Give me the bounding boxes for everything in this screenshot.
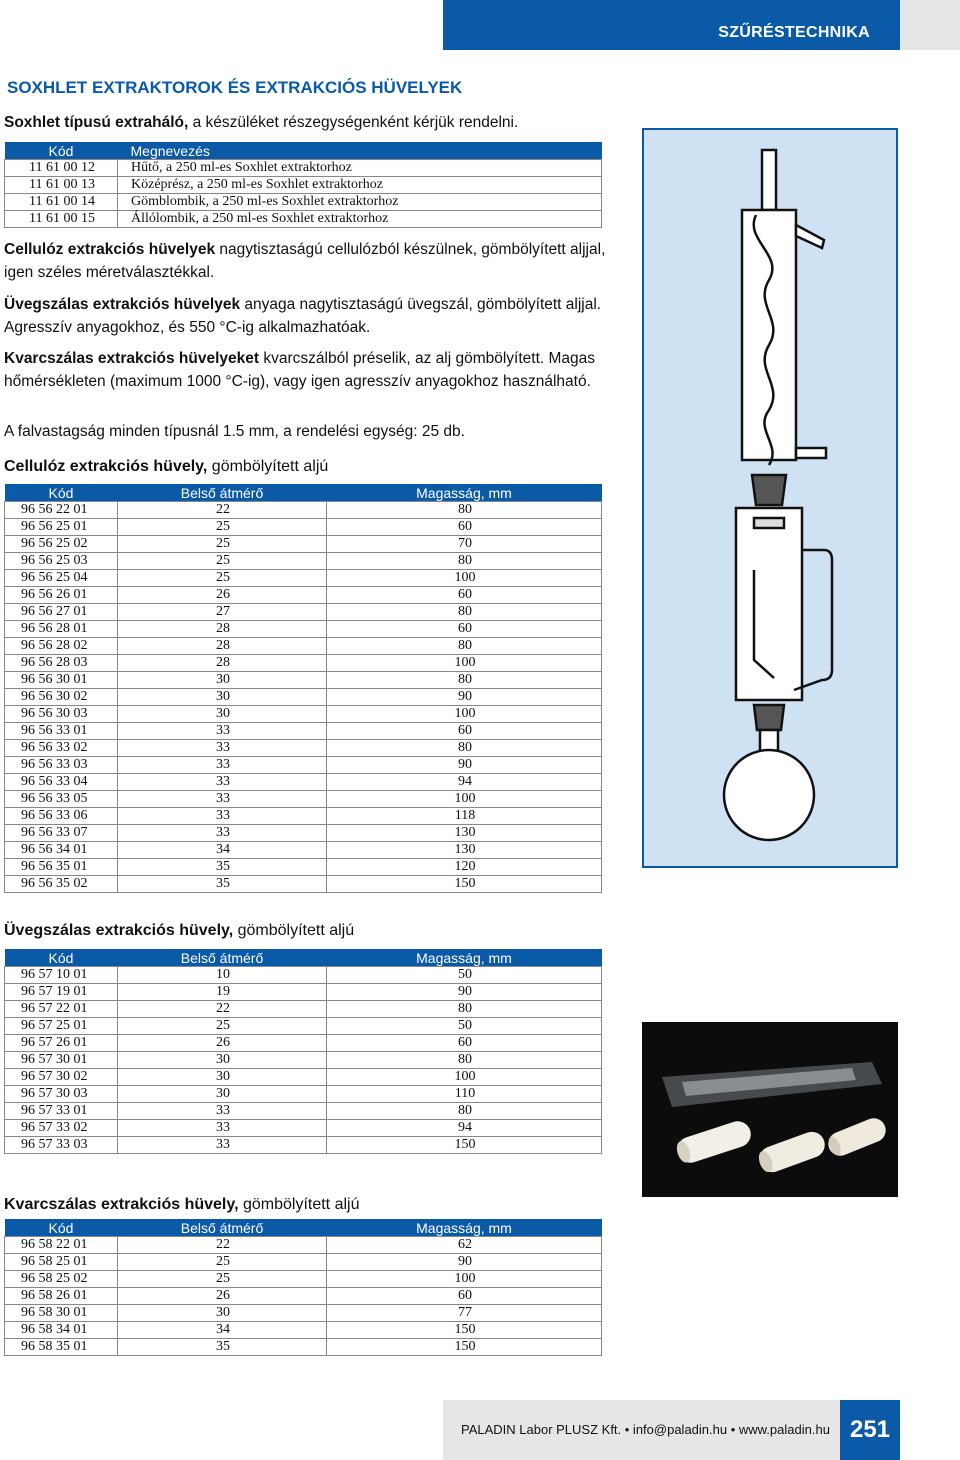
cellulose-table bbox=[4, 484, 602, 893]
height-cell: 150 bbox=[327, 876, 602, 893]
height-cell: 80 bbox=[327, 502, 602, 519]
diameter-cell: 30 bbox=[118, 672, 327, 689]
diameter-cell: 25 bbox=[118, 519, 327, 536]
table-row bbox=[5, 842, 602, 859]
table-row bbox=[5, 1052, 602, 1069]
diameter-cell: 22 bbox=[118, 502, 327, 519]
code-cell: 96 57 33 01 bbox=[5, 1103, 118, 1120]
p3-rest: kvarcszálból préselik, az alj gömbölyített. Magas hőmérsékleten (maximum 1000 °C-ig), vagy igen agresszív anyagokhoz használható. bbox=[4, 350, 596, 390]
height-cell: 94 bbox=[327, 1120, 602, 1137]
code-cell: 96 57 33 02 bbox=[5, 1120, 118, 1137]
diameter-cell: 33 bbox=[118, 723, 327, 740]
height-cell: 110 bbox=[327, 1086, 602, 1103]
height-cell: 50 bbox=[327, 967, 602, 984]
diameter-cell: 22 bbox=[118, 1237, 327, 1254]
cellulose-heading-bold: Cellulóz extrakciós hüvely, bbox=[4, 458, 208, 475]
paragraph-quartz bbox=[4, 347, 614, 393]
height-cell: 70 bbox=[327, 536, 602, 553]
code-cell: 96 56 28 02 bbox=[5, 638, 118, 655]
code-cell: 96 57 25 01 bbox=[5, 1018, 118, 1035]
diameter-cell: 30 bbox=[118, 1305, 327, 1322]
table-row bbox=[5, 791, 602, 808]
table-row bbox=[5, 519, 602, 536]
col-header-diameter: Belső átmérő bbox=[118, 484, 327, 502]
table-row bbox=[5, 757, 602, 774]
code-cell: 11 61 00 15 bbox=[5, 211, 118, 228]
table-row bbox=[5, 1237, 602, 1254]
code-cell: 11 61 00 12 bbox=[5, 160, 118, 177]
p1-bold: Cellulóz extrakciós hüvelyek bbox=[4, 241, 216, 258]
diameter-cell: 33 bbox=[118, 740, 327, 757]
table-row bbox=[5, 1001, 602, 1018]
code-cell: 96 56 25 03 bbox=[5, 553, 118, 570]
diameter-cell: 33 bbox=[118, 774, 327, 791]
diameter-cell: 10 bbox=[118, 967, 327, 984]
table-row bbox=[5, 1086, 602, 1103]
p2-bold: Üvegszálas extrakciós hüvelyek bbox=[4, 296, 241, 313]
height-cell: 90 bbox=[327, 1254, 602, 1271]
glassfiber-table bbox=[4, 949, 602, 1154]
code-cell: 96 58 26 01 bbox=[5, 1288, 118, 1305]
diameter-cell: 26 bbox=[118, 1035, 327, 1052]
cellulose-heading-rest: gömbölyített aljú bbox=[207, 458, 329, 475]
paragraph-glassfiber bbox=[4, 293, 614, 339]
diameter-cell: 25 bbox=[118, 1254, 327, 1271]
height-cell: 60 bbox=[327, 1035, 602, 1052]
diameter-cell: 28 bbox=[118, 621, 327, 638]
height-cell: 60 bbox=[327, 1288, 602, 1305]
glassfiber-heading-bold: Üvegszálas extrakciós hüvely, bbox=[4, 922, 234, 939]
col-header-code: Kód bbox=[5, 142, 118, 160]
code-cell: 96 58 30 01 bbox=[5, 1305, 118, 1322]
height-cell: 60 bbox=[327, 621, 602, 638]
height-cell: 50 bbox=[327, 1018, 602, 1035]
header-bar bbox=[443, 0, 900, 50]
diameter-cell: 25 bbox=[118, 1018, 327, 1035]
paragraph-wall: A falvastagság minden típusnál 1.5 mm, a rendelési egység: 25 db. bbox=[4, 423, 465, 440]
table-row bbox=[5, 1271, 602, 1288]
code-cell: 96 56 25 02 bbox=[5, 536, 118, 553]
table-row bbox=[5, 1103, 602, 1120]
table-row bbox=[5, 672, 602, 689]
table-row bbox=[5, 587, 602, 604]
name-cell: Hűtő, a 250 ml-es Soxhlet extraktorhoz bbox=[118, 160, 602, 177]
table-row bbox=[5, 177, 602, 194]
diameter-cell: 33 bbox=[118, 1120, 327, 1137]
table-row bbox=[5, 194, 602, 211]
table-row bbox=[5, 1339, 602, 1356]
diameter-cell: 30 bbox=[118, 706, 327, 723]
height-cell: 80 bbox=[327, 553, 602, 570]
diameter-cell: 33 bbox=[118, 791, 327, 808]
height-cell: 100 bbox=[327, 791, 602, 808]
height-cell: 60 bbox=[327, 723, 602, 740]
col-header-code: Kód bbox=[5, 1219, 118, 1237]
code-cell: 96 57 33 03 bbox=[5, 1137, 118, 1154]
code-cell: 96 56 33 03 bbox=[5, 757, 118, 774]
quartz-heading bbox=[4, 1196, 359, 1214]
code-cell: 96 56 33 01 bbox=[5, 723, 118, 740]
col-header-diameter: Belső átmérő bbox=[118, 1219, 327, 1237]
diameter-cell: 26 bbox=[118, 587, 327, 604]
code-cell: 96 58 25 01 bbox=[5, 1254, 118, 1271]
diameter-cell: 35 bbox=[118, 1339, 327, 1356]
diameter-cell: 22 bbox=[118, 1001, 327, 1018]
diameter-cell: 25 bbox=[118, 553, 327, 570]
height-cell: 80 bbox=[327, 638, 602, 655]
code-cell: 96 56 22 01 bbox=[5, 502, 118, 519]
height-cell: 80 bbox=[327, 672, 602, 689]
code-cell: 96 57 22 01 bbox=[5, 1001, 118, 1018]
height-cell: 80 bbox=[327, 1001, 602, 1018]
table-row bbox=[5, 876, 602, 893]
height-cell: 100 bbox=[327, 655, 602, 672]
height-cell: 90 bbox=[327, 689, 602, 706]
diameter-cell: 19 bbox=[118, 984, 327, 1001]
diameter-cell: 30 bbox=[118, 689, 327, 706]
table-row bbox=[5, 774, 602, 791]
code-cell: 96 56 27 01 bbox=[5, 604, 118, 621]
code-cell: 96 56 33 06 bbox=[5, 808, 118, 825]
diameter-cell: 27 bbox=[118, 604, 327, 621]
col-header-code: Kód bbox=[5, 949, 118, 967]
name-cell: Gömblombik, a 250 ml-es Soxhlet extraktorhoz bbox=[118, 194, 602, 211]
diameter-cell: 30 bbox=[118, 1069, 327, 1086]
table-row bbox=[5, 967, 602, 984]
col-header-diameter: Belső átmérő bbox=[118, 949, 327, 967]
paragraph-cellulose bbox=[4, 238, 614, 284]
table-row bbox=[5, 160, 602, 177]
code-cell: 96 56 30 02 bbox=[5, 689, 118, 706]
table-row bbox=[5, 723, 602, 740]
p3-bold: Kvarcszálas extrakciós hüvelyeket bbox=[4, 350, 260, 367]
diameter-cell: 35 bbox=[118, 859, 327, 876]
code-cell: 96 56 35 02 bbox=[5, 876, 118, 893]
height-cell: 90 bbox=[327, 984, 602, 1001]
table-row bbox=[5, 1288, 602, 1305]
height-cell: 130 bbox=[327, 825, 602, 842]
diameter-cell: 30 bbox=[118, 1052, 327, 1069]
height-cell: 150 bbox=[327, 1339, 602, 1356]
code-cell: 96 56 30 03 bbox=[5, 706, 118, 723]
code-cell: 96 56 33 07 bbox=[5, 825, 118, 842]
height-cell: 118 bbox=[327, 808, 602, 825]
height-cell: 80 bbox=[327, 1103, 602, 1120]
code-cell: 96 58 35 01 bbox=[5, 1339, 118, 1356]
height-cell: 62 bbox=[327, 1237, 602, 1254]
height-cell: 120 bbox=[327, 859, 602, 876]
height-cell: 77 bbox=[327, 1305, 602, 1322]
code-cell: 96 58 22 01 bbox=[5, 1237, 118, 1254]
height-cell: 150 bbox=[327, 1322, 602, 1339]
table-row bbox=[5, 211, 602, 228]
glassfiber-heading-rest: gömbölyített aljú bbox=[233, 922, 355, 939]
table-row bbox=[5, 1069, 602, 1086]
intro-bold: Soxhlet típusú extraháló, bbox=[4, 114, 189, 131]
diameter-cell: 33 bbox=[118, 1137, 327, 1154]
footer-contact: PALADIN Labor PLUSZ Kft. • info@paladin.hu • www.paladin.hu bbox=[461, 1422, 830, 1437]
diameter-cell: 28 bbox=[118, 638, 327, 655]
code-cell: 96 56 33 04 bbox=[5, 774, 118, 791]
col-header-height: Magasság, mm bbox=[327, 1219, 602, 1237]
soxhlet-table bbox=[4, 142, 602, 228]
table-row bbox=[5, 1035, 602, 1052]
height-cell: 100 bbox=[327, 1069, 602, 1086]
name-cell: Középrész, a 250 ml-es Soxhlet extraktorhoz bbox=[118, 177, 602, 194]
table-row bbox=[5, 1120, 602, 1137]
col-header-height: Magasság, mm bbox=[327, 484, 602, 502]
height-cell: 100 bbox=[327, 570, 602, 587]
diameter-cell: 33 bbox=[118, 808, 327, 825]
cellulose-heading bbox=[4, 458, 328, 476]
col-header-name: Megnevezés bbox=[118, 142, 602, 160]
footer-bar bbox=[443, 1400, 840, 1460]
table-row bbox=[5, 553, 602, 570]
code-cell: 96 56 25 01 bbox=[5, 519, 118, 536]
diameter-cell: 25 bbox=[118, 570, 327, 587]
col-header-height: Magasság, mm bbox=[327, 949, 602, 967]
code-cell: 96 56 33 02 bbox=[5, 740, 118, 757]
code-cell: 11 61 00 13 bbox=[5, 177, 118, 194]
diameter-cell: 33 bbox=[118, 757, 327, 774]
thimbles-photo bbox=[642, 1022, 898, 1197]
diameter-cell: 30 bbox=[118, 1086, 327, 1103]
height-cell: 80 bbox=[327, 740, 602, 757]
soxhlet-illustration bbox=[642, 128, 898, 868]
page-number: 251 bbox=[840, 1400, 900, 1460]
table-row bbox=[5, 859, 602, 876]
diameter-cell: 33 bbox=[118, 825, 327, 842]
intro-rest: a készüléket részegységenként kérjük rendelni. bbox=[188, 114, 519, 131]
table-row bbox=[5, 740, 602, 757]
table-row bbox=[5, 1018, 602, 1035]
height-cell: 60 bbox=[327, 519, 602, 536]
code-cell: 96 57 30 01 bbox=[5, 1052, 118, 1069]
diameter-cell: 26 bbox=[118, 1288, 327, 1305]
name-cell: Állólombik, a 250 ml-es Soxhlet extraktorhoz bbox=[118, 211, 602, 228]
code-cell: 96 56 28 03 bbox=[5, 655, 118, 672]
code-cell: 96 56 25 04 bbox=[5, 570, 118, 587]
p1-rest: nagytisztaságú cellulózból készülnek, gömbölyített aljjal, igen széles méretválasztékkal. bbox=[4, 241, 606, 281]
diameter-cell: 25 bbox=[118, 1271, 327, 1288]
soxhlet-apparatus-drawing bbox=[644, 130, 896, 866]
table-row bbox=[5, 621, 602, 638]
code-cell: 96 57 10 01 bbox=[5, 967, 118, 984]
code-cell: 96 56 33 05 bbox=[5, 791, 118, 808]
table-row bbox=[5, 570, 602, 587]
height-cell: 80 bbox=[327, 604, 602, 621]
header-corner bbox=[900, 0, 960, 50]
diameter-cell: 33 bbox=[118, 1103, 327, 1120]
col-header-code: Kód bbox=[5, 484, 118, 502]
intro-text bbox=[4, 114, 518, 132]
table-row bbox=[5, 604, 602, 621]
quartz-heading-rest: gömbölyített aljú bbox=[238, 1196, 360, 1213]
table-row bbox=[5, 655, 602, 672]
height-cell: 90 bbox=[327, 757, 602, 774]
code-cell: 96 56 28 01 bbox=[5, 621, 118, 638]
code-cell: 96 57 30 02 bbox=[5, 1069, 118, 1086]
height-cell: 100 bbox=[327, 706, 602, 723]
code-cell: 96 57 26 01 bbox=[5, 1035, 118, 1052]
p2-rest: anyaga nagytisztaságú üvegszál, gömbölyített aljjal. Agresszív anyagokhoz, és 550 °C-ig alkalmazhatóak. bbox=[4, 296, 602, 336]
table-row bbox=[5, 1305, 602, 1322]
diameter-cell: 28 bbox=[118, 655, 327, 672]
table-row bbox=[5, 1254, 602, 1271]
height-cell: 130 bbox=[327, 842, 602, 859]
table-row bbox=[5, 808, 602, 825]
height-cell: 80 bbox=[327, 1052, 602, 1069]
table-row bbox=[5, 984, 602, 1001]
code-cell: 96 57 30 03 bbox=[5, 1086, 118, 1103]
code-cell: 11 61 00 14 bbox=[5, 194, 118, 211]
table-row bbox=[5, 689, 602, 706]
table-row bbox=[5, 1322, 602, 1339]
page-title: SOXHLET EXTRAKTOROK ÉS EXTRAKCIÓS HÜVELYEK bbox=[7, 78, 463, 97]
code-cell: 96 58 34 01 bbox=[5, 1322, 118, 1339]
code-cell: 96 56 30 01 bbox=[5, 672, 118, 689]
code-cell: 96 57 19 01 bbox=[5, 984, 118, 1001]
section-label: SZŰRÉSTECHNIKA bbox=[718, 24, 870, 41]
height-cell: 60 bbox=[327, 587, 602, 604]
code-cell: 96 56 34 01 bbox=[5, 842, 118, 859]
table-row bbox=[5, 706, 602, 723]
code-cell: 96 58 25 02 bbox=[5, 1271, 118, 1288]
table-row bbox=[5, 1137, 602, 1154]
height-cell: 150 bbox=[327, 1137, 602, 1154]
table-row bbox=[5, 825, 602, 842]
diameter-cell: 25 bbox=[118, 536, 327, 553]
height-cell: 100 bbox=[327, 1271, 602, 1288]
table-row bbox=[5, 536, 602, 553]
quartz-table bbox=[4, 1219, 602, 1356]
code-cell: 96 56 35 01 bbox=[5, 859, 118, 876]
thimbles-photo-drawing bbox=[642, 1022, 898, 1197]
quartz-heading-bold: Kvarcszálas extrakciós hüvely, bbox=[4, 1196, 239, 1213]
table-row bbox=[5, 638, 602, 655]
diameter-cell: 34 bbox=[118, 1322, 327, 1339]
code-cell: 96 56 26 01 bbox=[5, 587, 118, 604]
table-row bbox=[5, 502, 602, 519]
glassfiber-heading bbox=[4, 922, 354, 940]
height-cell: 94 bbox=[327, 774, 602, 791]
diameter-cell: 35 bbox=[118, 876, 327, 893]
diameter-cell: 34 bbox=[118, 842, 327, 859]
